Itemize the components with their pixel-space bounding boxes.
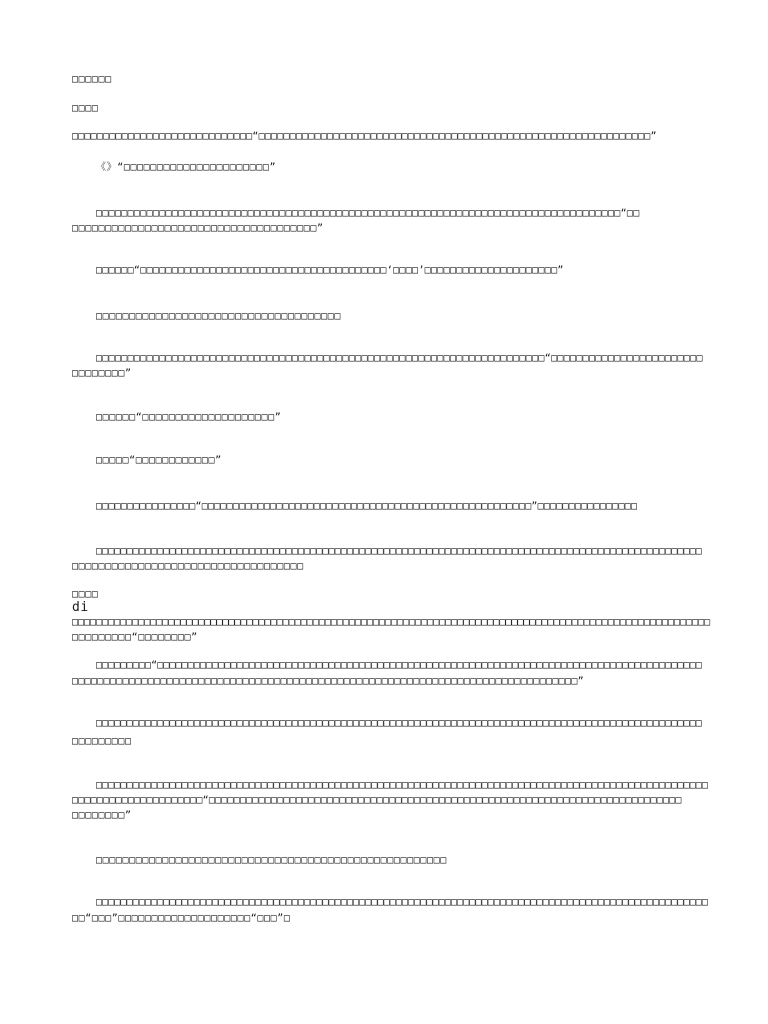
- paragraph-line: □□□□□□□□”: [72, 368, 132, 379]
- paragraph-line: □□□□□□□□□□□□□□□□“□□□□□□□□□□□□□□□□□□□□□□□□□□□□□□□□□□□□□□□□□□□□□□□□□□□□□”□□□□□□□□□□□□□□□□: [96, 501, 638, 512]
- section-heading: □□□□: [72, 589, 99, 600]
- paragraph-line: □□□□□□“□□□□□□□□□□□□□□□□□□□□”: [96, 412, 282, 423]
- paragraph-line: □□“□□□”□□□□□□□□□□□□□□□□□□□□“□□□”□: [72, 913, 291, 924]
- paragraph-line: □□□□□□□□□□□□□□□□□□□□□□□□□□□□□□□□□□□□□□□□□□□□□□□□□□□□□□□□□□□□□□□□□□□□□□□□□□□□□□□□□□□□□□□□□□□□□□□□□□□: [96, 718, 702, 729]
- paragraph-line: □□□□□□□□□□□□□□□□□□□□□□□□□□□□□□□□□□□□□□□□□□□□□□□□□□□□□□□□□□□□□□□□□□□□□□□□□□□□□□□□□□□“□□: [96, 208, 640, 219]
- paragraph-line: □□□□□□□□□□□□□□□□□□□□□□□□□□□□□□□□□□□□□□□□□□□□□□□□□□□□□□□□□□□□□□□□□□□□□□□□□□□□□□□□□□□□□□□□□□□□□□□□□□□: [96, 546, 702, 557]
- paragraph-line: □□□□□□□□”: [72, 810, 132, 821]
- paragraph-line: □□□□□□□□□□□□□□□□□□□□□□□□□□□□□□□□□□□□□: [96, 311, 341, 322]
- paragraph-line: □□□□□□□□□□□□□□□□□□□□□□□□□□□□□□□□□□□□□□□□□□□□□□□□□□□□□: [96, 855, 447, 866]
- paragraph-line: di: [72, 600, 89, 615]
- paragraph-line: □□□□□□□□□□□□□□□□□□□□□□□□□□□□□□□□□□□□□□□□□□□□□□□□□□□□□□□□□□□□□□□□□□□□□□□□□□□□□□□□□□□□□□□□□□□□□□□□□□□□: [96, 780, 709, 791]
- paragraph-line: □□□□□□□□□□□□□□□□□□□□□□□□□□□□□□□□□□□: [72, 561, 304, 572]
- paragraph-line: □□□□□□“□□□□□□□□□□□□□□□□□□□□□□□□□□□□□□□□□□□□□□□‘□□□□’□□□□□□□□□□□□□□□□□□□□□”: [96, 265, 564, 276]
- paragraph-line: □□□□□□□□□: [72, 736, 132, 747]
- paragraph-line: □□□□□□□□□□□□□□□□□□□□□□□□□□□□□□□□□□□□□□□□□□□□□□□□□□□□□□□□□□□□□□□□□□□□□□□□□□□□□□□□□□□□□□□□□□□□□□□□□□□□□□□□□□: [72, 617, 711, 628]
- paragraph-line: □□□□□□□□□“□□□□□□□□□□□□□□□□□□□□□□□□□□□□□□□□□□□□□□□□□□□□□□□□□□□□□□□□□□□□□□□□□□□□□□□□□□□□□□□□□□□□□□□□□: [96, 660, 702, 671]
- paragraph-line: □□□□□□□□□□□□□□□□□□□□□“□□□□□□□□□□□□□□□□□□□□□□□□□□□□□□□□□□□□□□□□□□□□□□□□□□□□□□□□□□□□□□□□□□□□□□□□□□□□: [72, 795, 682, 806]
- paragraph-line: □□□□□□□□□□□□□□□□□□□□□□□□□□□□□□□□□□□□□□□□□□□□□□□□□□□□□□□□□□□□□□□□□□□□□□□□□□□□□□□□”: [72, 676, 584, 687]
- paragraph-line: □□□□□□□□□□□□□□□□□□□□□□□□□□□□□“□□□□□□□□□□□□□□□□□□□□□□□□□□□□□□□□□□□□□□□□□□□□□□□□□□□□□□□□□□□□□□□”: [72, 131, 657, 142]
- doc-title: □□□□□□: [72, 74, 112, 85]
- paragraph-line: □□□□□□□□□“□□□□□□□□”: [72, 632, 198, 643]
- paragraph-line: □□□□□□□□□□□□□□□□□□□□□□□□□□□□□□□□□□□□□□□□□□□□□□□□□□□□□□□□□□□□□□□□□□□□□□□“□□□□□□□□□□□□□□□□□□□□□□□□: [96, 353, 703, 364]
- section-heading: □□□□: [72, 103, 99, 114]
- paragraph-line: 《》“□□□□□□□□□□□□□□□□□□□□□□”: [96, 162, 277, 173]
- paragraph-line: □□□□□□□□□□□□□□□□□□□□□□□□□□□□□□□□□□□□□”: [72, 223, 324, 234]
- paragraph-line: □□□□□“□□□□□□□□□□□□”: [96, 455, 222, 466]
- paragraph-line: □□□□□□□□□□□□□□□□□□□□□□□□□□□□□□□□□□□□□□□□□□□□□□□□□□□□□□□□□□□□□□□□□□□□□□□□□□□□□□□□□□□□□□□□□□□□□□□□□□□□: [96, 897, 709, 908]
